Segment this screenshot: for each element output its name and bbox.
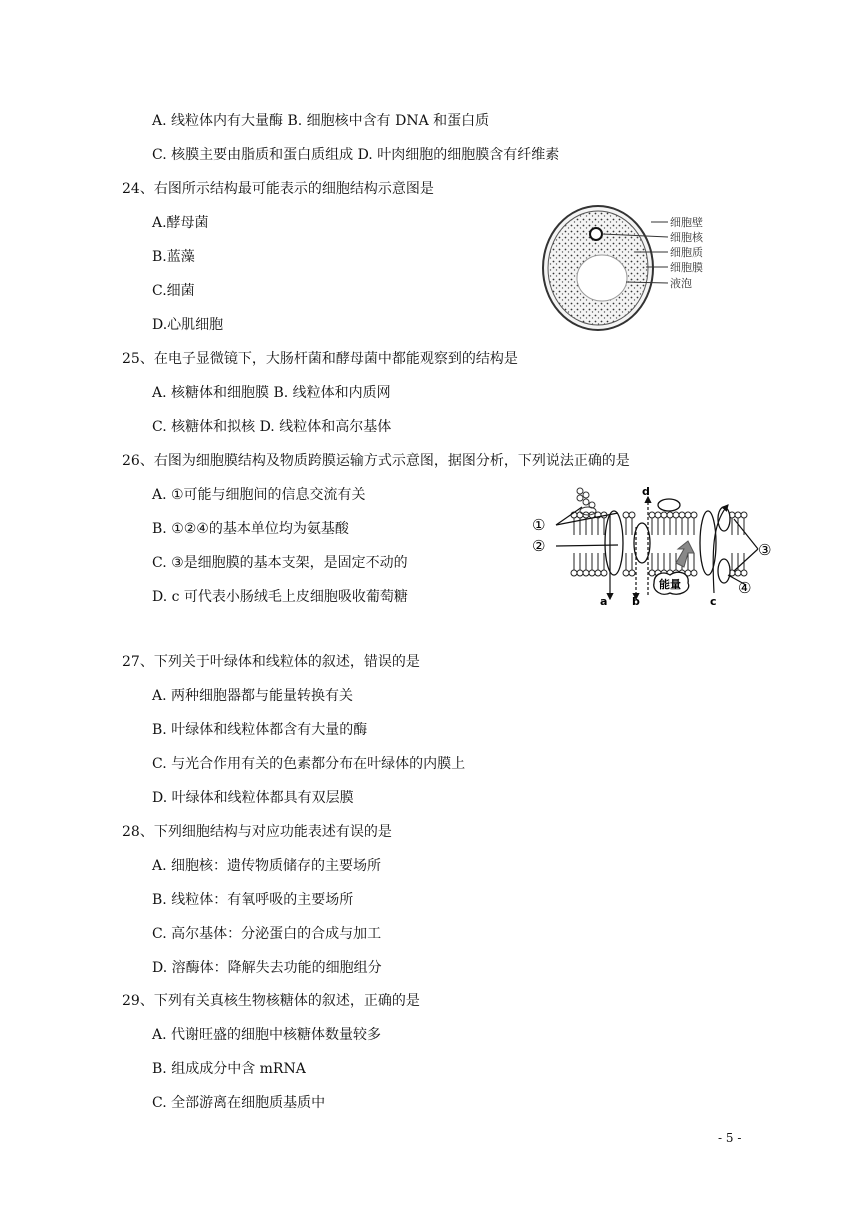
q29-option-a: A. 代谢旺盛的细胞中核糖体数量较多 bbox=[152, 1027, 382, 1043]
label-vacuole: 液泡 bbox=[670, 277, 692, 290]
q25-option-cd: C. 核糖体和拟核 D. 线粒体和高尔基体 bbox=[152, 419, 392, 435]
q26-option-a: A. ①可能与细胞间的信息交流有关 bbox=[152, 487, 366, 503]
q26-stem: 26、右图为细胞膜结构及物质跨膜运输方式示意图，据图分析，下列说法正确的是 bbox=[122, 453, 630, 469]
label-energy: 能量 bbox=[659, 578, 681, 591]
q25-option-ab: A. 核糖体和细胞膜 B. 线粒体和内质网 bbox=[152, 385, 391, 401]
label-4: ④ bbox=[738, 579, 752, 597]
label-cytoplasm: 细胞质 bbox=[670, 246, 703, 259]
q24-stem: 24、右图所示结构最可能表示的细胞结构示意图是 bbox=[122, 181, 434, 197]
q27-stem: 27、下列关于叶绿体和线粒体的叙述，错误的是 bbox=[122, 654, 420, 670]
q28-option-d: D. 溶酶体：降解失去功能的细胞组分 bbox=[152, 960, 382, 976]
energy-arrow bbox=[676, 541, 694, 567]
q28-option-b: B. 线粒体：有氧呼吸的主要场所 bbox=[152, 892, 354, 908]
nucleus bbox=[590, 228, 602, 240]
membrane-transport-figure bbox=[528, 483, 778, 608]
label-cell-wall: 细胞壁 bbox=[670, 216, 703, 229]
q28-option-c: C. 高尔基体：分泌蛋白的合成与加工 bbox=[152, 926, 382, 942]
label-nucleus: 细胞核 bbox=[670, 231, 703, 244]
label-2: ② bbox=[532, 537, 546, 555]
label-cell-membrane: 细胞膜 bbox=[670, 261, 703, 274]
cell-diagram-figure bbox=[540, 200, 730, 335]
q27-option-a: A. 两种细胞器都与能量转换有关 bbox=[152, 688, 354, 704]
q24-option-b: B.蓝藻 bbox=[152, 249, 195, 265]
q25-stem: 25、在电子显微镜下，大肠杆菌和酵母菌中都能观察到的结构是 bbox=[122, 351, 518, 367]
label-c: c bbox=[710, 595, 717, 608]
label-a: a bbox=[600, 595, 608, 608]
q26-option-d: D. c 可代表小肠绒毛上皮细胞吸收葡萄糖 bbox=[152, 589, 408, 605]
q29-option-c: C. 全部游离在细胞质基质中 bbox=[152, 1095, 326, 1111]
q27-option-c: C. 与光合作用有关的色素都分布在叶绿体的内膜上 bbox=[152, 756, 466, 772]
q27-option-b: B. 叶绿体和线粒体都含有大量的酶 bbox=[152, 722, 368, 738]
page-number: - 5 - bbox=[718, 1131, 742, 1145]
q27-option-d: D. 叶绿体和线粒体都具有双层膜 bbox=[152, 790, 354, 806]
q29-stem: 29、下列有关真核生物核糖体的叙述，正确的是 bbox=[122, 993, 420, 1009]
q29-option-b: B. 组成成分中含 mRNA bbox=[152, 1061, 306, 1077]
label-b: b bbox=[632, 595, 640, 608]
label-1: ① bbox=[532, 516, 546, 534]
glycoprotein-chain bbox=[577, 488, 596, 515]
q26-option-c: C. ③是细胞膜的基本支架，是固定不动的 bbox=[152, 555, 408, 571]
q28-stem: 28、下列细胞结构与对应功能表述有误的是 bbox=[122, 824, 392, 840]
q24-option-d: D.心肌细胞 bbox=[152, 317, 224, 333]
q24-option-c: C.细菌 bbox=[152, 283, 195, 299]
q23-option-cd: C. 核膜主要由脂质和蛋白质组成 D. 叶肉细胞的细胞膜含有纤维素 bbox=[152, 147, 560, 163]
label-3: ③ bbox=[758, 541, 772, 559]
q26-option-b: B. ①②④的基本单位均为氨基酸 bbox=[152, 521, 349, 537]
q24-option-a: A.酵母菌 bbox=[152, 215, 209, 231]
vacuole bbox=[577, 255, 627, 301]
label-d: d bbox=[642, 485, 650, 498]
q23-option-ab: A. 线粒体内有大量酶 B. 细胞核中含有 DNA 和蛋白质 bbox=[152, 113, 490, 129]
q28-option-a: A. 细胞核：遗传物质储存的主要场所 bbox=[152, 858, 382, 874]
